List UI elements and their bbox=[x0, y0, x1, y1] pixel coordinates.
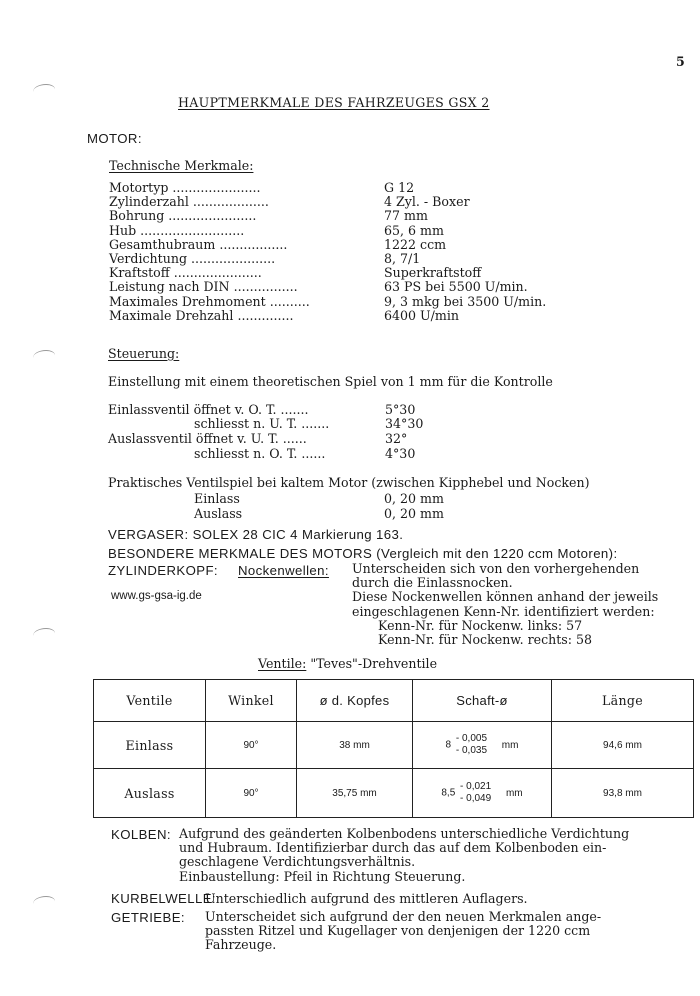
spec-values bbox=[384, 181, 546, 323]
ventile-caption: Ventile: "Teves"-Drehventile bbox=[258, 656, 438, 671]
zylinderkopf-label: ZYLINDERKOPF: bbox=[108, 563, 218, 578]
table-cell: 90° bbox=[206, 722, 297, 769]
table-cell: Auslass bbox=[94, 769, 206, 818]
spec-value: 77 mm bbox=[384, 208, 428, 224]
kenn-text: Kenn-Nr. für Nockenw. links: 57 Kenn-Nr. für Nockenw. rechts: 58 bbox=[378, 618, 593, 648]
spec-row: Bohrung ...................... bbox=[109, 208, 257, 224]
table-cell: 90° bbox=[206, 769, 297, 818]
timing-value: 5°30 bbox=[385, 402, 416, 417]
website-link[interactable]: www.gs-gsa-ig.de bbox=[111, 590, 202, 602]
timing-value: 4°30 bbox=[385, 446, 416, 461]
spec-row: Leistung nach DIN ................ bbox=[109, 279, 298, 295]
spec-value: 1222 ccm bbox=[384, 236, 447, 252]
table-row bbox=[94, 769, 694, 818]
steuerung-heading: Steuerung: bbox=[108, 346, 180, 361]
spec-value: 9, 3 mkg bei 3500 U/min. bbox=[384, 293, 547, 309]
table-cell: 94,6 mm bbox=[552, 722, 694, 769]
nocken-text: Unterscheiden sich von den vorhergehenden durch die Einlassnocken. Diese Nockenwellen können anhand der jeweils eingeschlagenen Kenn-Nr. identifiziert werden: bbox=[352, 561, 659, 619]
table-cell: 93,8 mm bbox=[552, 769, 694, 818]
getriebe-text: Unterscheidet sich aufgrund der den neuen Merkmalen ange- passten Ritzel und Kugellager von denjenigen der 1220 ccm Fahrzeuge. bbox=[205, 909, 602, 953]
spec-value: 4 Zyl. - Boxer bbox=[384, 194, 470, 210]
margin-mark bbox=[33, 84, 55, 97]
table-header: Ventile bbox=[94, 680, 206, 722]
table-header: ø d. Kopfes bbox=[297, 680, 413, 722]
spec-value: Superkraftstoff bbox=[384, 265, 482, 281]
ventilspiel-label: Auslass bbox=[194, 506, 243, 521]
table-cell: 35,75 mm bbox=[297, 769, 413, 818]
spec-row: Hub .......................... bbox=[109, 222, 245, 238]
timing-label: Auslassventil öffnet v. U. T. ...... bbox=[108, 431, 307, 446]
motor-heading: MOTOR: bbox=[87, 131, 142, 146]
spec-value: 8, 7/1 bbox=[384, 250, 421, 266]
spec-row: Verdichtung ..................... bbox=[109, 250, 276, 266]
kolben-label: KOLBEN: bbox=[111, 827, 171, 842]
timing-label: schliesst n. O. T. ...... bbox=[194, 446, 326, 461]
spec-row: Gesamthubraum ................. bbox=[109, 236, 288, 252]
table-cell: 8 - 0,005 - 0,035 mm bbox=[413, 722, 552, 769]
spec-row: Kraftstoff ...................... bbox=[109, 265, 262, 281]
table-cell: 8,5 - 0,021 - 0,049 mm bbox=[413, 769, 552, 818]
ventilspiel-text: Praktisches Ventilspiel bei kaltem Motor (zwischen Kipphebel und Nocken) bbox=[108, 475, 590, 490]
spec-labels bbox=[109, 181, 310, 323]
spec-row: Maximale Drehzahl .............. bbox=[109, 307, 294, 323]
margin-mark bbox=[33, 896, 55, 909]
timing-value: 34°30 bbox=[385, 416, 424, 431]
page-title: HAUPTMERKMALE DES FAHRZEUGES GSX 2 bbox=[178, 95, 490, 110]
margin-mark bbox=[33, 350, 55, 363]
vergaser-line: VERGASER: SOLEX 28 CIC 4 Markierung 163. bbox=[108, 527, 404, 542]
spec-value: 6400 U/min bbox=[384, 307, 459, 323]
ventile-table bbox=[93, 679, 694, 818]
table-cell: Einlass bbox=[94, 722, 206, 769]
einstellung-text: Einstellung mit einem theoretischen Spiel von 1 mm für die Kontrolle bbox=[108, 374, 553, 389]
page-number: 5 bbox=[676, 54, 685, 69]
ventilspiel-value: 0, 20 mm bbox=[384, 506, 444, 521]
table-header: Schaft-ø bbox=[413, 680, 552, 722]
margin-mark bbox=[33, 628, 55, 641]
kurbelwelle-label: KURBELWELLE: bbox=[111, 891, 216, 906]
ventilspiel-value: 0, 20 mm bbox=[384, 491, 444, 506]
table-cell: 38 mm bbox=[297, 722, 413, 769]
spec-row: Motortyp ...................... bbox=[109, 180, 261, 195]
spec-row: Zylinderzahl ................... bbox=[109, 194, 269, 210]
nockenwellen-label: Nockenwellen: bbox=[238, 563, 329, 578]
timing-label: Einlassventil öffnet v. O. T. ....... bbox=[108, 402, 309, 417]
timing-value: 32° bbox=[385, 431, 408, 446]
ventilspiel-label: Einlass bbox=[194, 491, 240, 506]
spec-value: 63 PS bei 5500 U/min. bbox=[384, 279, 528, 295]
getriebe-label: GETRIEBE: bbox=[111, 910, 185, 925]
timing-label: schliesst n. U. T. ....... bbox=[194, 416, 330, 431]
besondere-heading: BESONDERE MERKMALE DES MOTORS (Vergleich mit den 1220 ccm Motoren): bbox=[108, 546, 618, 561]
spec-row: Maximales Drehmoment .......... bbox=[109, 293, 310, 309]
kolben-text: Aufgrund des geänderten Kolbenbodens unterschiedliche Verdichtung und Hubraum. Identifizierbar durch das auf dem Kolbenboden ein- geschlagene Verdichtungsverhältnis. Einbaustellung: Pfeil in Richtung Steuerung. bbox=[179, 826, 630, 884]
kurbelwelle-text: Unterschiedlich aufgrund des mittleren Auflagers. bbox=[205, 891, 528, 906]
table-header: Länge bbox=[552, 680, 694, 722]
table-header: Winkel bbox=[206, 680, 297, 722]
tech-heading: Technische Merkmale: bbox=[109, 158, 254, 173]
table-row bbox=[94, 722, 694, 769]
spec-value: G 12 bbox=[384, 180, 415, 195]
spec-value: 65, 6 mm bbox=[384, 222, 444, 238]
